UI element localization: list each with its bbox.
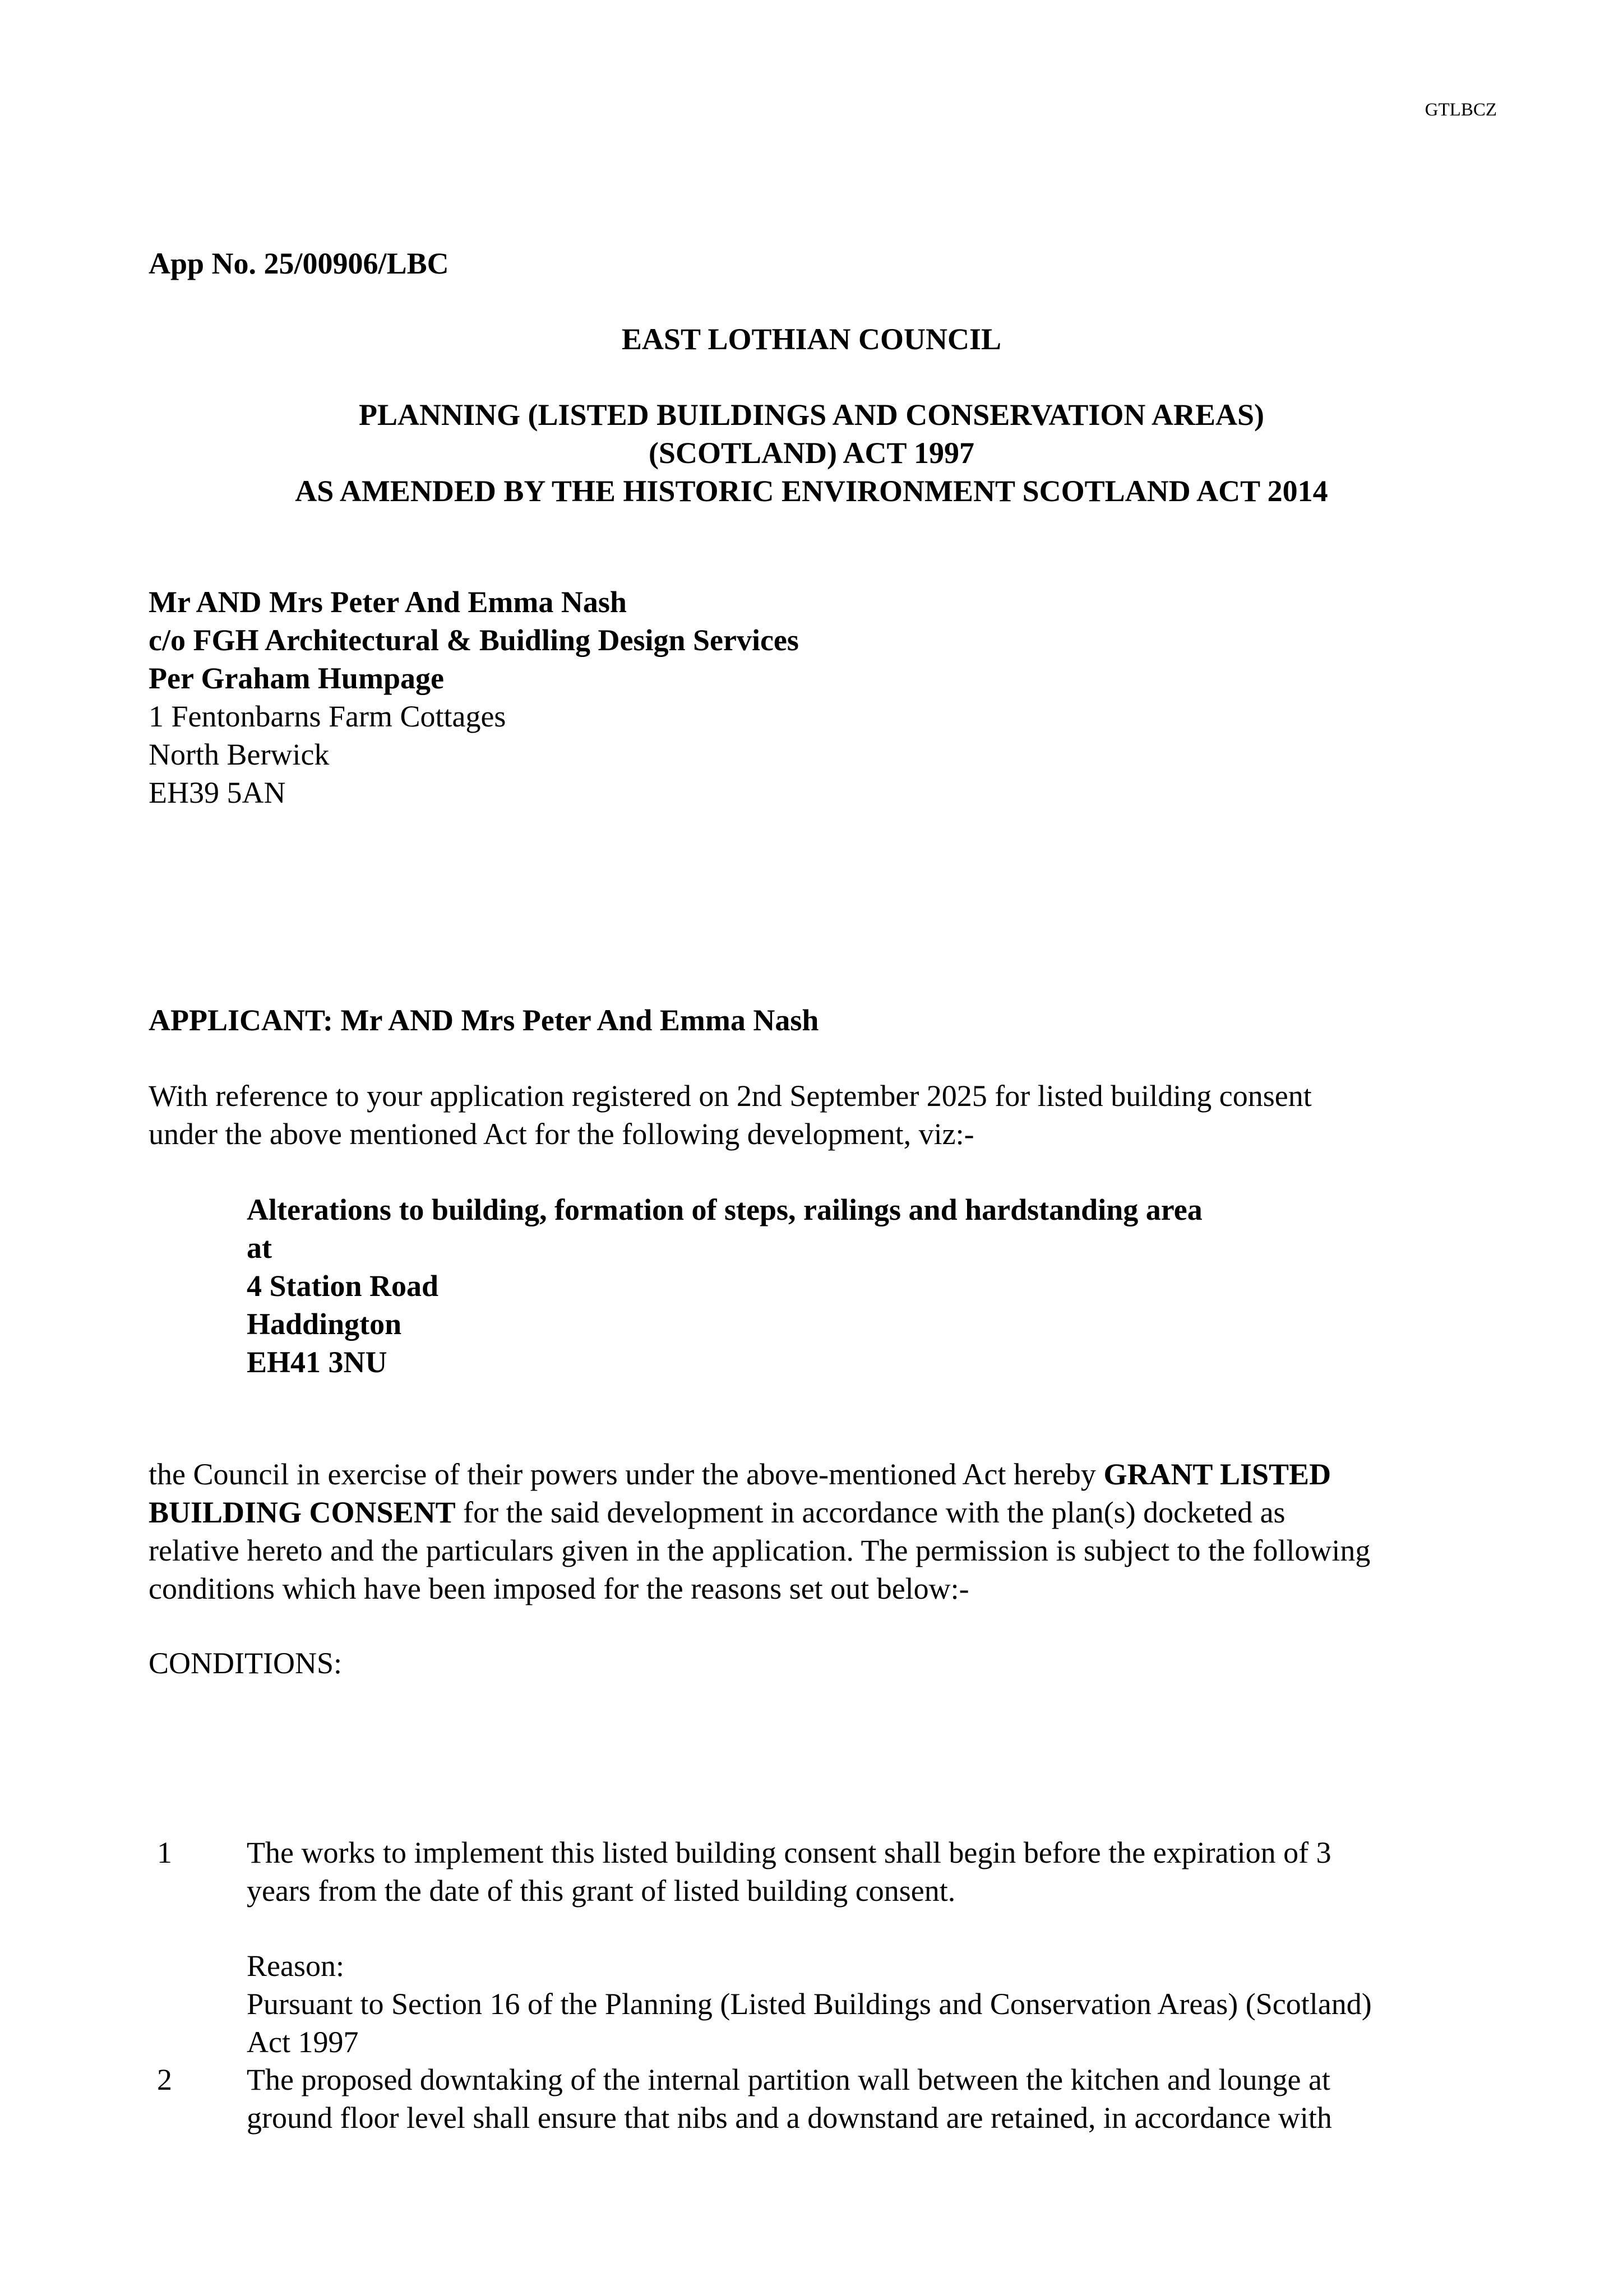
condition-text-line: The proposed downtaking of the internal partition wall between the kitchen and lounge at (247, 2063, 1330, 2096)
development-postcode: EH41 3NU (247, 1345, 387, 1379)
application-number: App No. 25/00906/LBC (149, 247, 449, 280)
grant-text: for the said development in accordance with the plan(s) docketed as (455, 1496, 1286, 1529)
condition-1 (247, 1834, 1331, 1910)
reference-paragraph (149, 1077, 1312, 1153)
development-block (247, 1191, 1203, 1381)
act-heading (0, 396, 1623, 510)
act-line: (SCOTLAND) ACT 1997 (648, 436, 975, 470)
grant-emphasis: GRANT LISTED (1103, 1457, 1331, 1491)
addressee-care-of: c/o FGH Architectural & Buidling Design Services (149, 623, 799, 657)
development-town: Haddington (247, 1307, 402, 1341)
development-description: Alterations to building, formation of steps, railings and hardstanding area (247, 1193, 1203, 1226)
grant-emphasis: BUILDING CONSENT (149, 1496, 456, 1529)
reason-line: Act 1997 (247, 2025, 359, 2059)
addressee-per: Per Graham Humpage (149, 661, 444, 695)
condition-number: 1 (157, 1836, 172, 1869)
condition-number: 2 (157, 2063, 172, 2096)
document-reference: GTLBCZ (1425, 100, 1497, 120)
grant-line: relative hereto and the particulars given in the application. The permission is subject to the following (149, 1534, 1371, 1567)
development-at: at (247, 1231, 272, 1265)
condition-2 (247, 2061, 1332, 2137)
condition-text-line: ground floor level shall ensure that nibs and a downstand are retained, in accordance with (247, 2101, 1332, 2135)
reason-label: Reason: (247, 1949, 344, 1983)
reason-line: Pursuant to Section 16 of the Planning (Listed Buildings and Conservation Areas) (Scotland) (247, 1987, 1372, 2021)
address-line: North Berwick (149, 738, 330, 771)
reference-line: With reference to your application registered on 2nd September 2025 for listed building consent (149, 1079, 1312, 1113)
address-line: 1 Fentonbarns Farm Cottages (149, 700, 506, 733)
grant-line (149, 1455, 1370, 1493)
reference-line: under the above mentioned Act for the following development, viz:- (149, 1117, 974, 1151)
development-street: 4 Station Road (247, 1269, 439, 1303)
condition-1-reason (247, 1947, 1372, 2061)
conditions-heading: CONDITIONS: (149, 1646, 342, 1680)
condition-text-line: The works to implement this listed building consent shall begin before the expiration of 3 (247, 1836, 1331, 1869)
grant-text: the Council in exercise of their powers under the above-mentioned Act hereby (149, 1457, 1104, 1491)
grant-paragraph (149, 1455, 1370, 1608)
act-line: PLANNING (LISTED BUILDINGS AND CONSERVATION AREAS) (359, 398, 1264, 432)
grant-line: conditions which have been imposed for the reasons set out below:- (149, 1572, 969, 1605)
act-line: AS AMENDED BY THE HISTORIC ENVIRONMENT SCOTLAND ACT 2014 (295, 474, 1328, 508)
addressee-block (149, 583, 799, 812)
applicant-line: APPLICANT: Mr AND Mrs Peter And Emma Nash (149, 1003, 819, 1037)
condition-text-line: years from the date of this grant of listed building consent. (247, 1874, 956, 1908)
grant-line (149, 1493, 1370, 1531)
address-postcode: EH39 5AN (149, 776, 286, 809)
council-name: EAST LOTHIAN COUNCIL (621, 322, 1002, 356)
addressee-name: Mr AND Mrs Peter And Emma Nash (149, 585, 627, 619)
